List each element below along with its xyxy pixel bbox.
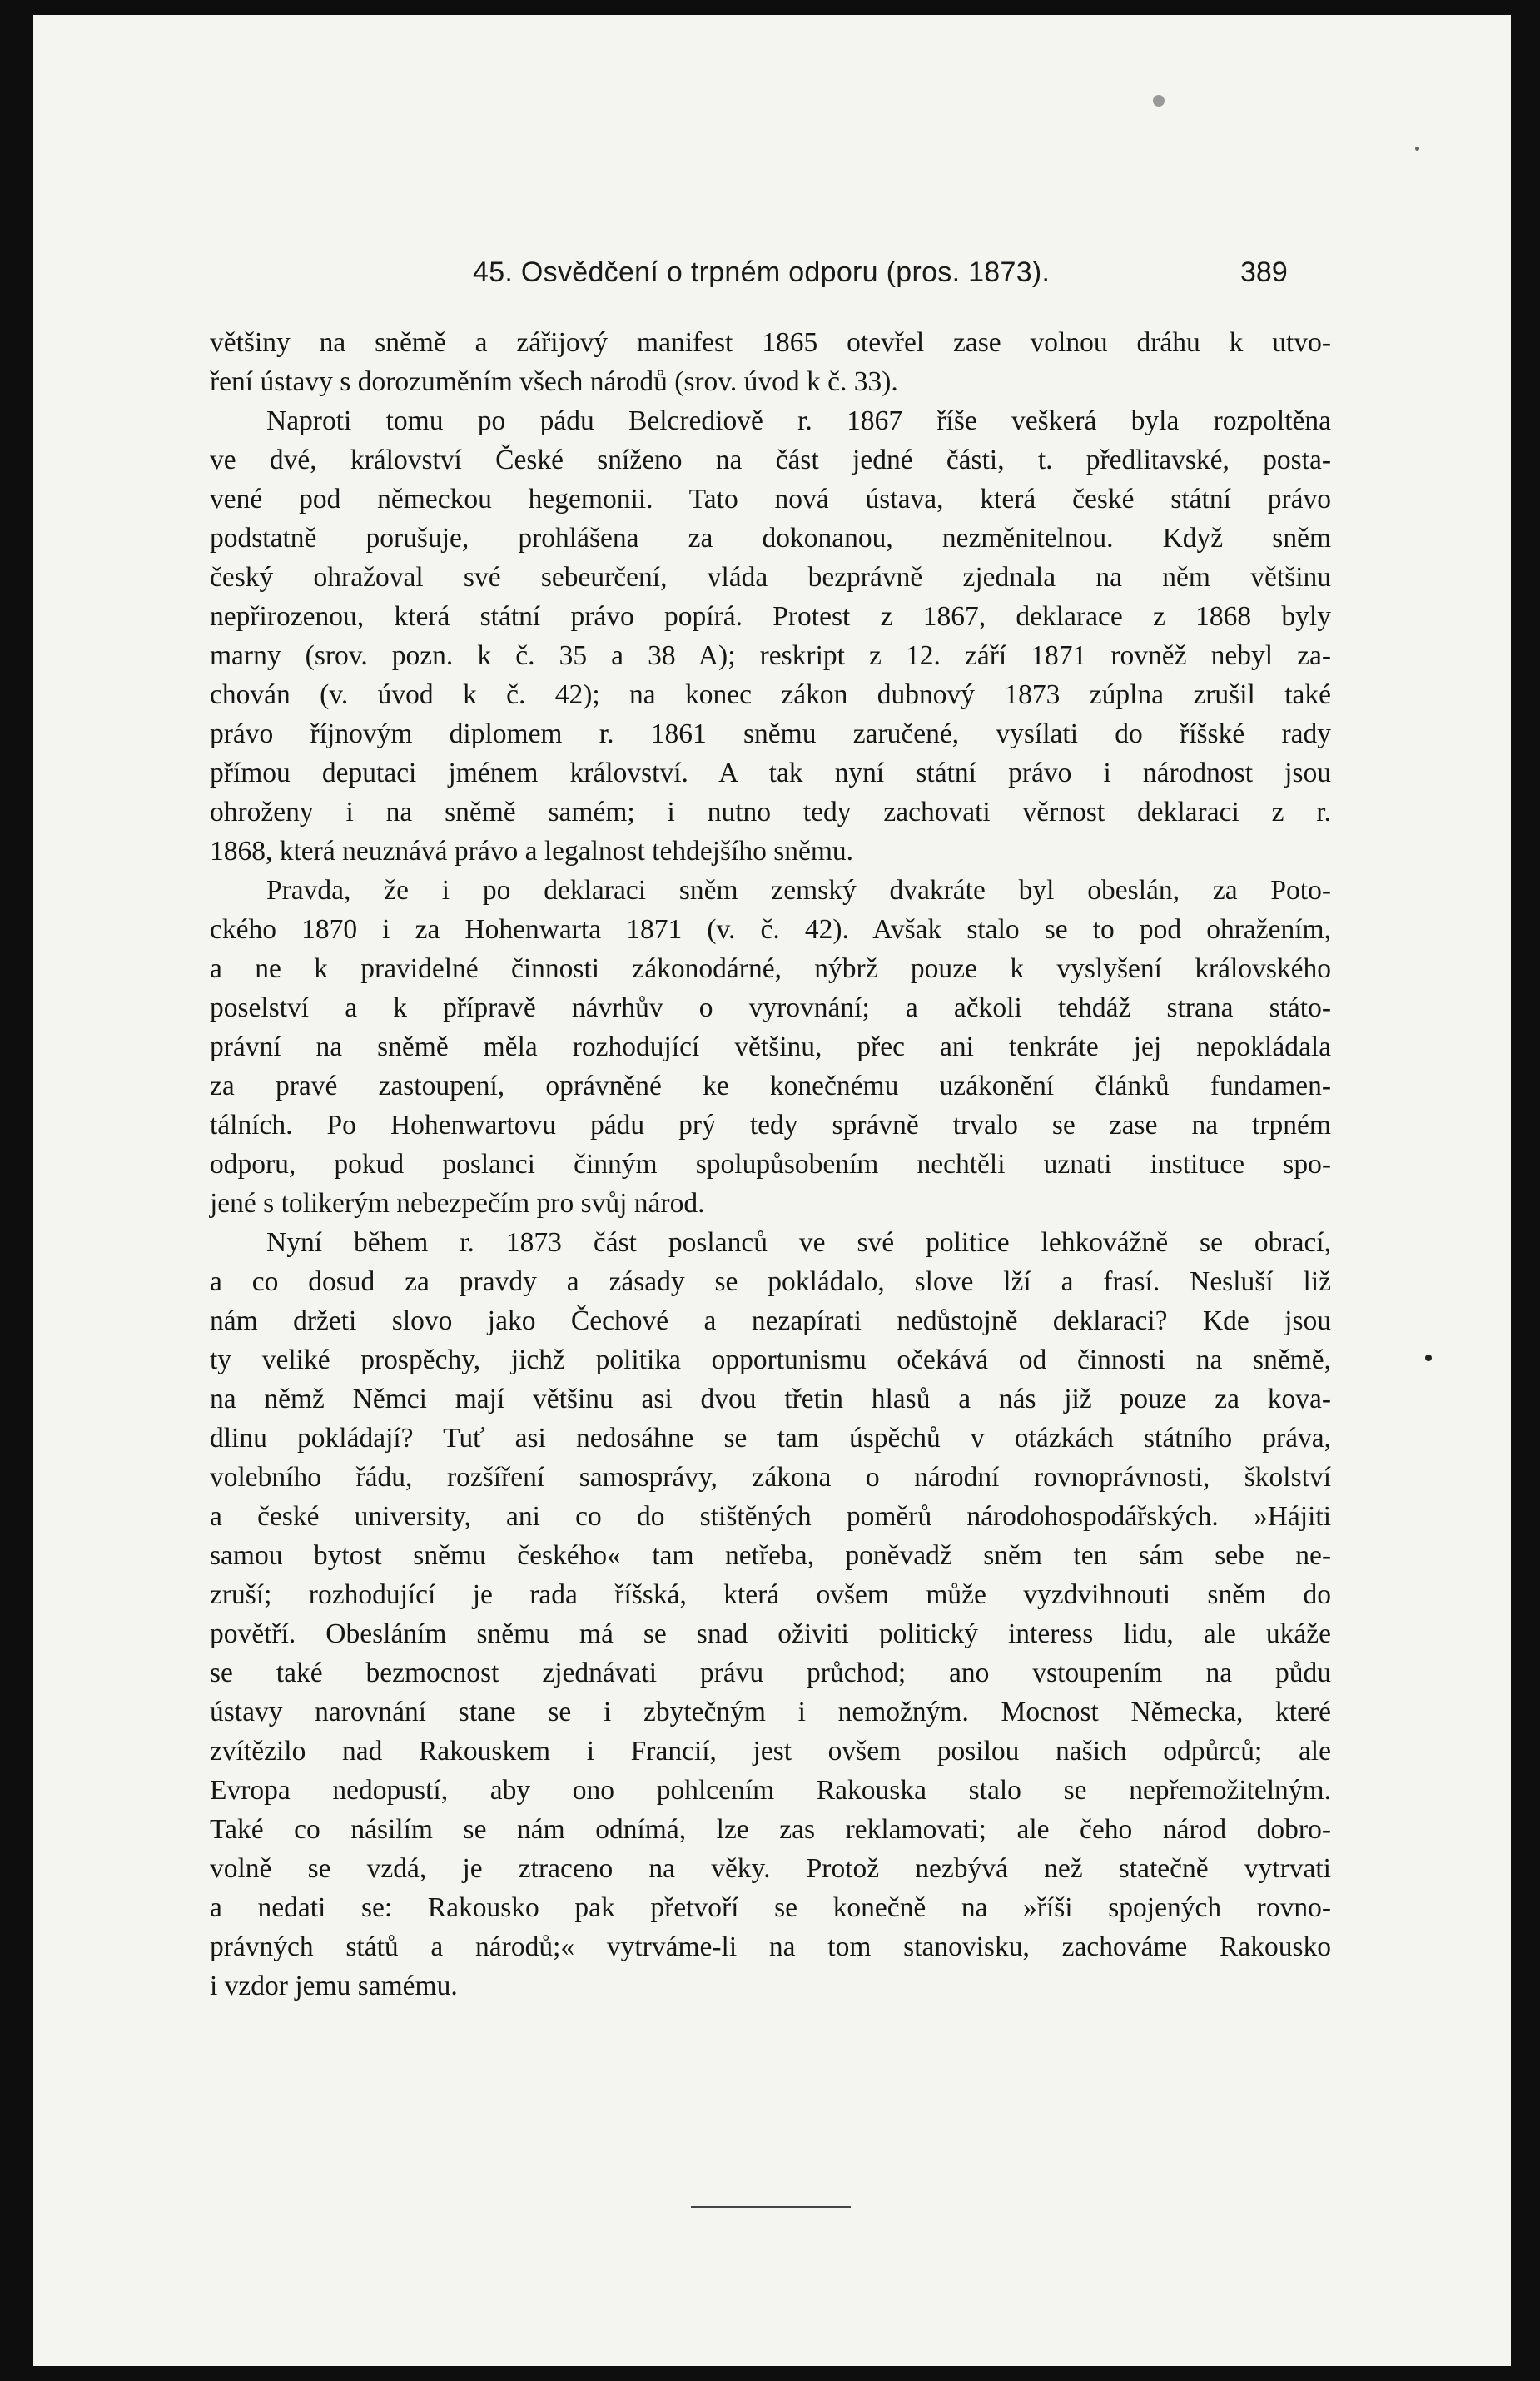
text-line: nám držeti slovo jako Čechové a nezapírati nedůstojně deklaraci? Kde jsou: [210, 1305, 1331, 1336]
paragraph: [210, 401, 1331, 871]
text-line: poselství a k přípravě návrhův o vyrovnání; a ačkoli tehdáž strana státo-: [210, 992, 1331, 1023]
text-line: zvítězilo nad Rakouskem i Francií, jest ovšem posilou našich odpůrců; ale: [210, 1736, 1331, 1767]
text-line: se také bezmocnost zjednávati právu průchod; ano vstoupením na půdu: [210, 1658, 1331, 1688]
text-line: a české university, ani co do stištěných poměrů národohospodářských. »Hájiti: [210, 1501, 1331, 1532]
body-text: [210, 323, 1331, 2006]
text-line: ckého 1870 i za Hohenwarta 1871 (v. č. 42). Avšak stalo se to pod ohražením,: [210, 914, 1331, 945]
paper-speck: [1415, 147, 1419, 151]
paragraph: [210, 871, 1331, 1223]
text-line: povětří. Obesláním sněmu má se snad oživiti politický interess lidu, ale ukáže: [210, 1618, 1331, 1649]
text-line: a co dosud za pravdy a zásady se pokládalo, slove lží a frasí. Nesluší liž: [210, 1266, 1331, 1297]
text-line: ve dvé, království České sníženo na část jedné části, t. předlitavské, posta-: [210, 445, 1331, 475]
text-line: vené pod německou hegemonii. Tato nová ústava, která české státní právo: [210, 484, 1331, 514]
text-line: na němž Němci mají většinu asi dvou třetin hlasů a nás již pouze za kova-: [210, 1384, 1331, 1414]
text-line: právo říjnovým diplomem r. 1861 sněmu zaručené, vysílati do říšské rady: [210, 718, 1331, 749]
text-line: nepřirozenou, která státní právo popírá. Protest z 1867, deklarace z 1868 byly: [210, 601, 1331, 632]
text-line: ústavy narovnání stane se i zbytečným i nemožným. Mocnost Německa, které: [210, 1697, 1331, 1727]
text-line: ření ústavy s dorozuměním všech národů (srov. úvod k č. 33).: [210, 366, 898, 397]
text-line: a ne k pravidelné činnosti zákonodárné, nýbrž pouze k vyslyšení královského: [210, 953, 1331, 984]
text-line: za pravé zastoupení, oprávněné ke konečnému uzákonění článků fundamen-: [210, 1071, 1331, 1101]
text-line: český ohražoval své sebeurčení, vláda bezprávně zjednala na něm většinu: [210, 562, 1331, 593]
paragraph: [210, 323, 1331, 401]
text-line: i vzdor jemu samému.: [210, 1971, 458, 2001]
text-line: právných států a národů;« vytrváme-li na tom stanovisku, zachováme Rakousko: [210, 1931, 1331, 1962]
paper-speck: [1153, 95, 1165, 107]
text-line: Nyní během r. 1873 část poslanců ve své politice lehkovážně se obrací,: [266, 1227, 1331, 1258]
text-line: chován (v. úvod k č. 42); na konec zákon dubnový 1873 zúplna zrušil také: [210, 679, 1331, 710]
text-line: marny (srov. pozn. k č. 35 a 38 A); reskript z 12. září 1871 rovněž nebyl za-: [210, 640, 1331, 671]
text-line: právní na sněmě měla rozhodující většinu, přec ani tenkráte jej nepokládala: [210, 1031, 1331, 1062]
text-line: jené s tolikerým nebezpečím pro svůj národ.: [210, 1188, 705, 1219]
text-line: Evropa nedopustí, aby ono pohlcením Rakouska stalo se nepřemožitelným.: [210, 1775, 1331, 1806]
page-number: 389: [1240, 256, 1288, 288]
text-line: ohroženy i na sněmě samém; i nutno tedy zachovati věrnost deklaraci z r.: [210, 797, 1331, 828]
text-line: Také co násilím se nám odnímá, lze zas reklamovati; ale čeho národ dobro-: [210, 1814, 1331, 1845]
text-line: tálních. Po Hohenwartovu pádu prý tedy správně trvalo se zase na trpném: [210, 1110, 1331, 1141]
text-line: přímou deputaci jménem království. A tak nyní státní právo i národnost jsou: [210, 758, 1331, 788]
text-line: Naproti tomu po pádu Belcrediově r. 1867 říše veškerá byla rozpoltěna: [266, 405, 1331, 436]
text-line: dlinu pokládají? Tuť asi nedosáhne se tam úspěchů v otázkách státního práva,: [210, 1423, 1331, 1454]
text-line: zruší; rozhodující je rada říšská, která ovšem může vyzdvihnouti sněm do: [210, 1579, 1331, 1610]
text-line: volebního řádu, rozšíření samosprávy, zákona o národní rovnoprávnosti, školství: [210, 1462, 1331, 1493]
text-line: ty veliké prospěchy, jichž politika opportunismu očekává od činnosti na sněmě,: [210, 1345, 1331, 1375]
paper-speck: [1425, 1355, 1432, 1361]
text-line: a nedati se: Rakousko pak přetvoří se konečně na »říši spojených rovno-: [210, 1892, 1331, 1923]
chapter-title: 45. Osvědčení o trpném odporu (pros. 1873).: [473, 256, 1051, 288]
text-line: odporu, pokud poslanci činným spolupůsobením nechtěli uznati instituce spo-: [210, 1149, 1331, 1180]
section-end-rule: [691, 2206, 851, 2208]
text-line: podstatně porušuje, prohlášena za dokonanou, nezměnitelnou. Když sněm: [210, 523, 1331, 554]
text-line: volně se vzdá, je ztraceno na věky. Protož nezbývá než statečně vytrvati: [210, 1853, 1331, 1884]
paragraph: [210, 1223, 1331, 2006]
book-page: [33, 15, 1511, 2366]
text-line: 1868, která neuznává právo a legalnost tehdejšího sněmu.: [210, 836, 854, 867]
text-line: většiny na sněmě a zářijový manifest 1865 otevřel zase volnou dráhu k utvo-: [210, 327, 1331, 358]
text-line: Pravda, že i po deklaraci sněm zemský dvakráte byl obeslán, za Poto-: [266, 875, 1331, 906]
text-line: samou bytost sněmu českého« tam netřeba, poněvadž sněm ten sám sebe ne-: [210, 1540, 1331, 1571]
